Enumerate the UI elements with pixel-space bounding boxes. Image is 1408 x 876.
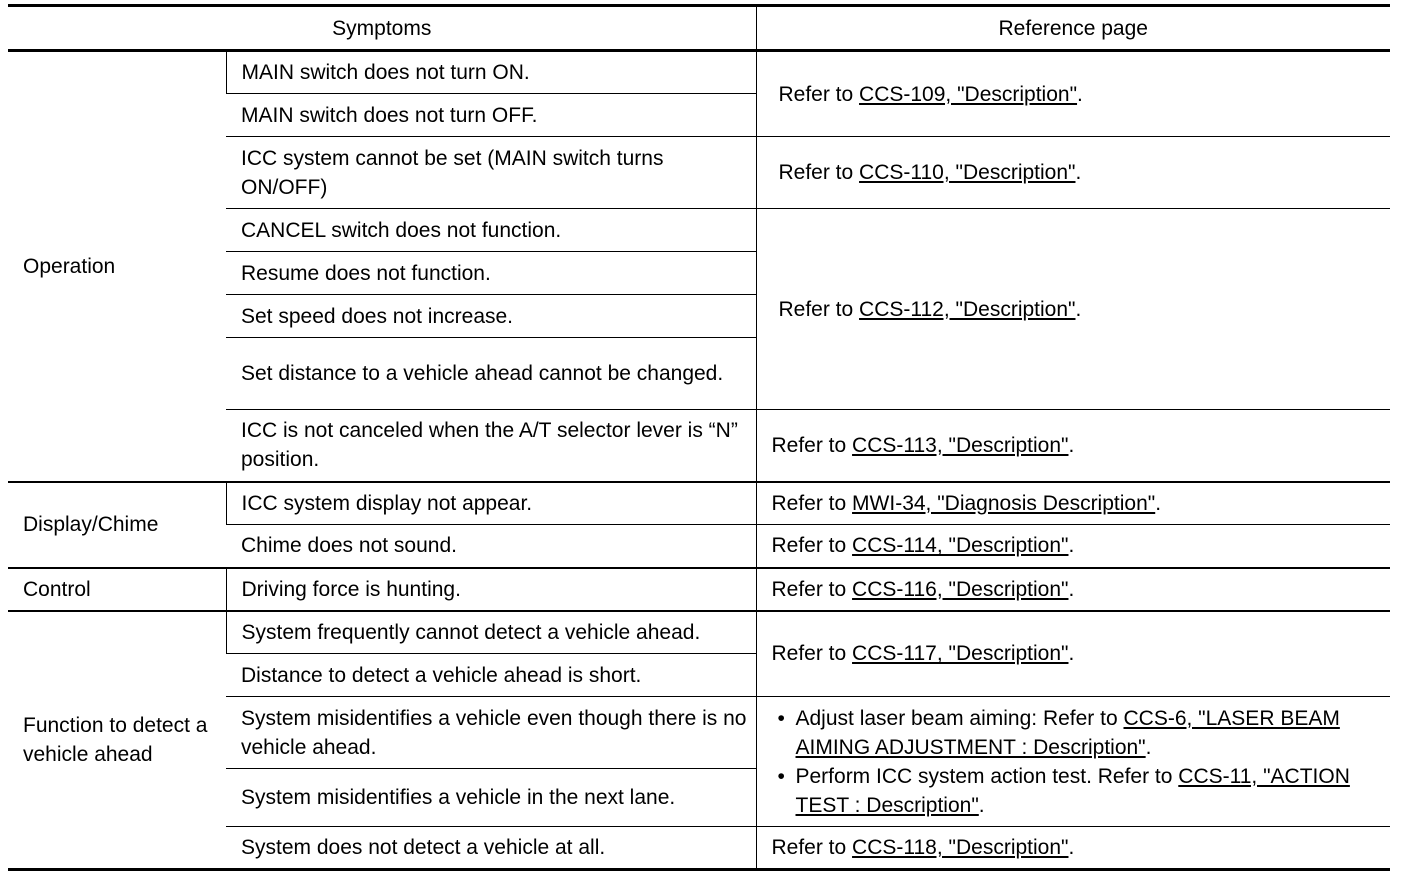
period: .	[1145, 735, 1152, 759]
table-row	[8, 51, 1390, 94]
reference-cell	[756, 410, 1390, 482]
list-item	[796, 704, 1383, 762]
reference-link[interactable]: CCS-118, "Description"	[852, 836, 1069, 859]
refer-prefix: Refer to	[771, 534, 853, 558]
reference-cell	[756, 209, 1390, 410]
reference-cell	[756, 525, 1390, 568]
period: .	[1075, 297, 1082, 321]
symptom-cell: Set distance to a vehicle ahead cannot be changed.	[226, 338, 756, 410]
symptom-cell: MAIN switch does not turn ON.	[226, 51, 756, 94]
reference-link[interactable]: CCS-113, "Description"	[852, 433, 1069, 457]
refer-prefix: Refer to	[771, 577, 853, 601]
table-row	[8, 611, 1390, 654]
period: .	[1068, 836, 1075, 859]
reference-cell	[756, 482, 1390, 525]
symptom-table	[8, 4, 1390, 871]
symptom-cell: System does not detect a vehicle at all.	[226, 827, 756, 870]
reference-link[interactable]: CCS-116, "Description"	[852, 577, 1069, 601]
list-item	[796, 762, 1383, 820]
period: .	[1068, 534, 1075, 558]
period: .	[1155, 491, 1162, 515]
bullet-list	[772, 704, 1383, 820]
symptom-cell: System misidentifies a vehicle even though there is no vehicle ahead.	[226, 697, 756, 769]
refer-prefix: Refer to	[778, 297, 860, 321]
period: .	[1068, 433, 1075, 457]
reference-link[interactable]: CCS-11, "ACTION TEST : Description"	[795, 764, 1350, 817]
reference-cell	[756, 137, 1390, 209]
refer-prefix: Refer to	[771, 433, 853, 457]
table-row	[8, 482, 1390, 525]
symptom-cell: ICC system display not appear.	[226, 482, 756, 525]
period: .	[978, 793, 985, 817]
reference-link[interactable]: CCS-117, "Description"	[852, 642, 1069, 666]
symptoms-header: Symptoms	[8, 6, 756, 51]
bullet-text: Perform ICC system action test. Refer to	[795, 764, 1179, 788]
refer-prefix: Refer to	[778, 82, 860, 106]
reference-link[interactable]: CCS-110, "Description"	[859, 161, 1076, 184]
category-function-detect: Function to detect a vehicle ahead	[8, 611, 226, 870]
period: .	[1077, 82, 1083, 106]
reference-cell-bullets	[756, 697, 1390, 827]
symptom-table-sheet	[8, 4, 1390, 871]
category-operation: Operation	[8, 51, 226, 482]
table-row	[8, 568, 1390, 611]
symptom-cell: ICC is not canceled when the A/T selector lever is “N” position.	[226, 410, 756, 482]
reference-cell	[756, 827, 1390, 870]
symptom-cell: CANCEL switch does not function.	[226, 209, 756, 252]
category-control: Control	[8, 568, 226, 611]
reference-cell	[756, 611, 1390, 697]
reference-link[interactable]: CCS-114, "Description"	[852, 534, 1069, 558]
period: .	[1068, 642, 1075, 666]
symptom-cell: Set speed does not increase.	[226, 295, 756, 338]
reference-link[interactable]: MWI-34, "Diagnosis Description"	[852, 491, 1156, 515]
reference-link[interactable]: CCS-109, "Description"	[859, 82, 1078, 106]
reference-cell	[756, 51, 1390, 137]
symptom-cell: Distance to detect a vehicle ahead is short.	[226, 654, 756, 697]
refer-prefix: Refer to	[771, 642, 853, 666]
symptom-cell: MAIN switch does not turn OFF.	[226, 94, 756, 137]
bullet-text: Adjust laser beam aiming: Refer to	[795, 706, 1124, 730]
symptom-cell: System frequently cannot detect a vehicle ahead.	[226, 611, 756, 654]
reference-header: Reference page	[756, 6, 1390, 51]
reference-link[interactable]: CCS-112, "Description"	[859, 297, 1076, 321]
symptom-cell: Chime does not sound.	[226, 525, 756, 568]
period: .	[1075, 161, 1082, 184]
reference-cell	[756, 568, 1390, 611]
symptom-cell: ICC system cannot be set (MAIN switch turns ON/OFF)	[226, 137, 756, 209]
symptom-cell: Driving force is hunting.	[226, 568, 756, 611]
symptom-cell: System misidentifies a vehicle in the next lane.	[226, 769, 756, 827]
header-row	[8, 6, 1390, 51]
symptom-cell: Resume does not function.	[226, 252, 756, 295]
reference-link[interactable]: CCS-6, "LASER BEAM AIMING ADJUSTMENT : Description"	[795, 706, 1340, 759]
refer-prefix: Refer to	[778, 161, 860, 184]
category-display-chime: Display/Chime	[8, 482, 226, 568]
refer-prefix: Refer to	[771, 836, 853, 859]
refer-prefix: Refer to	[771, 491, 853, 515]
period: .	[1068, 577, 1075, 601]
